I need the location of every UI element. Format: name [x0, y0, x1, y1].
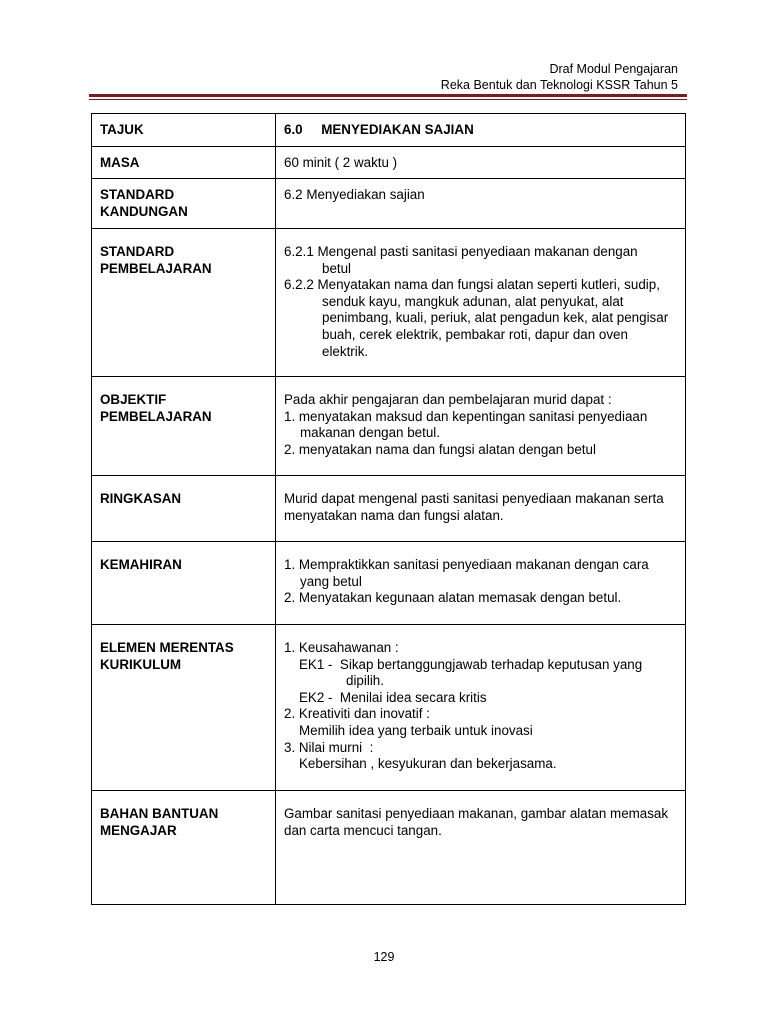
row-bahan-bantuan-mengajar [92, 791, 686, 905]
header-module-title: Draf Modul Pengajaran [549, 62, 678, 76]
list-item: penimbang, kuali, periuk, alat pengadun kek, alat pengisar [322, 310, 669, 326]
list-item: elektrik. [322, 343, 369, 359]
value-elemen [276, 625, 686, 791]
value-tajuk: 6.0 MENYEDIAKAN SAJIAN [276, 114, 686, 147]
list-item: betul [322, 260, 352, 276]
list-item: makanan dengan betul. [300, 425, 440, 441]
label-masa: MASA [92, 147, 276, 179]
row-objektif [92, 377, 686, 476]
list-item: 2. Kreativiti dan inovatif : [284, 706, 430, 722]
list-item: 1. Mempraktikkan sanitasi penyediaan makanan dengan cara [284, 557, 649, 572]
list-item: Gambar sanitasi penyediaan makanan, gambar alatan memasak [284, 806, 669, 821]
list-item: 1. Keusahawanan : [284, 640, 399, 655]
row-kemahiran [92, 542, 686, 625]
list-item: buah, cerek elektrik, pembakar roti, dapur dan oven [322, 326, 628, 342]
label-standard-kandungan: STANDARD KANDUNGAN [92, 179, 276, 229]
header-rule-thick [89, 94, 687, 97]
list-item: EK1 - Sikap bertanggungjawab terhadap keputusan yang [299, 656, 643, 672]
header-rule-thin [89, 99, 687, 100]
label-tajuk: TAJUK [92, 114, 276, 147]
list-item: senduk kayu, mangkuk adunan, alat penyukat, alat [322, 293, 624, 309]
row-tajuk [92, 114, 686, 147]
value-objektif [276, 377, 686, 476]
row-standard-kandungan [92, 179, 686, 229]
row-standard-pembelajaran [92, 229, 686, 377]
row-masa [92, 147, 686, 179]
label-objektif: OBJEKTIF PEMBELAJARAN [92, 377, 276, 476]
list-item: Murid dapat mengenal pasti sanitasi penyediaan makanan serta [284, 491, 664, 506]
label-ringkasan: RINGKASAN [92, 476, 276, 542]
value-kemahiran [276, 542, 686, 625]
header-subject-title: Reka Bentuk dan Teknologi KSSR Tahun 5 [440, 78, 678, 92]
value-standard-kandungan: 6.2 Menyediakan sajian [276, 179, 686, 229]
list-item: 2. menyatakan nama dan fungsi alatan dengan betul [284, 441, 596, 457]
value-bahan [276, 791, 686, 905]
list-item: EK2 - Menilai idea secara kritis [299, 689, 487, 705]
value-standard-pembelajaran [276, 229, 686, 377]
row-ringkasan [92, 476, 686, 542]
value-ringkasan [276, 476, 686, 542]
label-standard-pembelajaran: STANDARD PEMBELAJARAN [92, 229, 276, 377]
value-masa: 60 minit ( 2 waktu ) [276, 147, 686, 179]
list-item: 1. menyatakan maksud dan kepentingan sanitasi penyediaan [284, 408, 648, 424]
list-item: 2. Menyatakan kegunaan alatan memasak dengan betul. [284, 590, 622, 606]
lesson-plan-table [91, 113, 686, 905]
list-item: dan carta mencuci tangan. [284, 822, 442, 838]
page-number: 129 [373, 950, 395, 964]
list-item: 6.2.1 Mengenal pasti sanitasi penyediaan makanan dengan [284, 244, 638, 259]
list-item: dipilih. [346, 673, 384, 689]
list-item: Memilih idea yang terbaik untuk inovasi [299, 722, 533, 738]
row-elemen-merentas-kurikulum [92, 625, 686, 791]
list-item: 3. Nilai murni : [284, 739, 374, 755]
list-item: Pada akhir pengajaran dan pembelajaran murid dapat : [284, 392, 612, 407]
list-item: Kebersihan , kesyukuran dan bekerjasama. [299, 756, 557, 772]
label-bahan: BAHAN BANTUAN MENGAJAR [92, 791, 276, 905]
list-item: 6.2.2 Menyatakan nama dan fungsi alatan seperti kutleri, sudip, [284, 277, 660, 293]
list-item: menyatakan nama dan fungsi alatan. [284, 507, 504, 523]
list-item: yang betul [300, 573, 362, 589]
label-elemen: ELEMEN MERENTAS KURIKULUM [92, 625, 276, 791]
label-kemahiran: KEMAHIRAN [92, 542, 276, 625]
